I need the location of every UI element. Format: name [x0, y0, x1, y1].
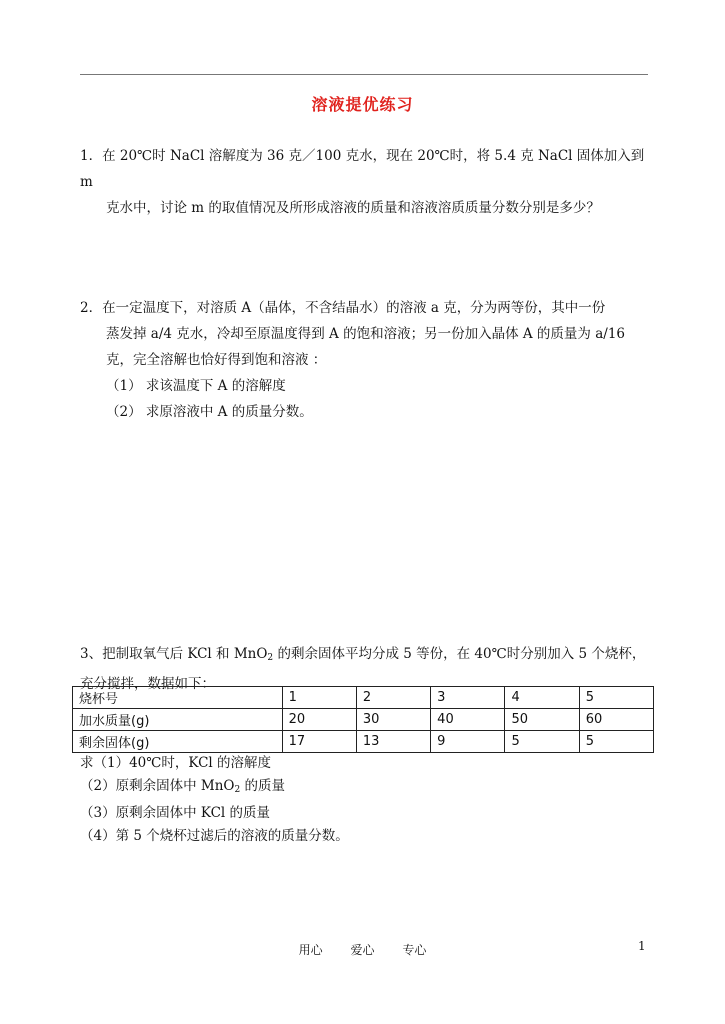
q3-line-1-text-b: 的剩余固体平均分成 5 等份，在 40℃时分别加入 5 个烧杯， — [273, 646, 646, 662]
q3-line-2: 充分搅拌，数据如下： — [80, 676, 215, 692]
table-cell: 1 — [282, 687, 356, 709]
q3-ask-2-text-a: （2）原剩余固体中 MnO — [80, 778, 235, 794]
table-cell: 40 — [431, 709, 505, 731]
table-row — [73, 709, 654, 731]
question-2 — [80, 295, 650, 425]
q1-line-1: 1．在 20℃时 NaCl 溶解度为 36 克／100 克水，现在 20℃时，将 5.4 克 NaCl 固体加入到 m — [80, 148, 645, 190]
q3-line-1-text-a: 3、把制取氧气后 KCl 和 MnO — [80, 646, 268, 662]
q3-ask-2-subscript: 2 — [234, 785, 241, 795]
table-cell: 9 — [431, 731, 505, 753]
q2-line-1: 2．在一定温度下，对溶质 A（晶体，不含结晶水）的溶液 a 克，分为两等份，其中一份 — [80, 300, 606, 316]
data-table — [72, 686, 654, 753]
table-cell: 13 — [356, 731, 430, 753]
q3-ask-3: （3）原剩余固体中 KCl 的质量 — [80, 805, 271, 821]
page-number: 1 — [638, 939, 646, 953]
table-cell: 60 — [579, 709, 653, 731]
table-cell: 4 — [505, 687, 579, 709]
page-footer — [0, 941, 725, 958]
q2-sub-2: （2） 求原溶液中 A 的质量分数。 — [106, 404, 313, 420]
q2-sub-1: （1） 求该温度下 A 的溶解度 — [106, 378, 286, 394]
question-3-asks — [80, 752, 660, 848]
q3-ask-2-text-b: 的质量 — [240, 778, 285, 794]
q2-line-2: 蒸发掉 a/4 克水，冷却至原温度得到 A 的饱和溶液；另一份加入晶体 A 的质量为 a/16 — [106, 326, 625, 342]
footer-item: 用心 — [298, 943, 323, 957]
table-cell: 剩余固体(g) — [73, 731, 283, 753]
page-title: 溶液提优练习 — [311, 95, 414, 114]
q2-line-3: 克，完全溶解也恰好得到饱和溶液 ： — [106, 352, 327, 368]
question-1 — [80, 143, 650, 221]
table-cell: 加水质量(g) — [73, 709, 283, 731]
q3-ask-1: 求（1）40℃时，KCl 的溶解度 — [80, 755, 272, 771]
table-cell: 30 — [356, 709, 430, 731]
q3-line-1 — [80, 641, 660, 671]
q1-line-2: 克水中，讨论 m 的取值情况及所形成溶液的质量和溶液溶质质量分数分别是多少？ — [106, 200, 600, 216]
table-cell: 5 — [579, 687, 653, 709]
table-cell: 2 — [356, 687, 430, 709]
q3-ask-4: （4）第 5 个烧杯过滤后的溶液的质量分数。 — [80, 828, 349, 844]
table-cell: 20 — [282, 709, 356, 731]
table-cell: 17 — [282, 731, 356, 753]
table-row — [73, 687, 654, 709]
footer-item: 爱心 — [350, 943, 375, 957]
q3-line-1-subscript: 2 — [267, 653, 274, 663]
table-cell: 3 — [431, 687, 505, 709]
q3-ask-2 — [80, 775, 660, 802]
table-row — [73, 731, 654, 753]
table-cell: 5 — [579, 731, 653, 753]
table-cell: 5 — [505, 731, 579, 753]
table-cell: 烧杯号 — [73, 687, 283, 709]
header-rule — [80, 74, 648, 75]
footer-item: 专心 — [402, 943, 427, 957]
table-cell: 50 — [505, 709, 579, 731]
